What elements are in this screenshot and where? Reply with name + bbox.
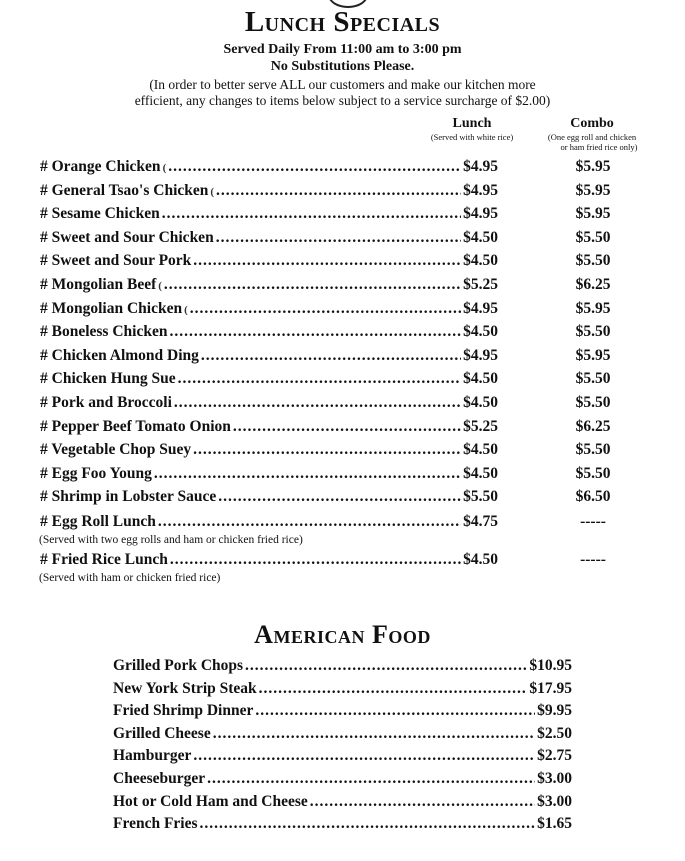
item-price: $2.75 bbox=[537, 747, 572, 765]
item-price: $5.25 bbox=[463, 276, 498, 293]
menu-item-row bbox=[113, 815, 572, 835]
combo-price: ----- bbox=[580, 513, 606, 530]
combo-price: $5.95 bbox=[575, 299, 611, 317]
menu-item-row bbox=[40, 182, 498, 202]
item-price: $4.95 bbox=[463, 346, 498, 364]
menu-item-row bbox=[40, 229, 498, 249]
item-name: French Fries bbox=[113, 815, 198, 833]
no-substitutions-text: No Substitutions Please. bbox=[270, 59, 415, 74]
combo-price: $6.50 bbox=[575, 488, 611, 506]
item-note: (Served with two egg rolls and ham or chicken fried rice) bbox=[39, 534, 303, 546]
menu-item-row bbox=[113, 702, 572, 722]
item-name: # Pepper Beef Tomato Onion bbox=[40, 417, 231, 435]
lunch-specials-title: Lunch Specials bbox=[244, 6, 441, 38]
item-price: $4.50 bbox=[463, 252, 498, 270]
menu-item-row bbox=[40, 300, 498, 320]
dot-leader bbox=[174, 394, 461, 412]
dot-leader bbox=[164, 276, 461, 294]
menu-item-row bbox=[40, 323, 498, 343]
item-name: # Pork and Broccoli bbox=[40, 394, 172, 411]
item-price: $5.25 bbox=[463, 417, 498, 435]
menu-item-row bbox=[40, 418, 498, 438]
dot-leader bbox=[190, 300, 461, 318]
item-name: # Boneless Chicken bbox=[40, 323, 168, 341]
item-name: Hot or Cold Ham and Cheese bbox=[113, 792, 308, 810]
combo-price: $6.25 bbox=[575, 276, 611, 293]
american-food-title: American Food bbox=[254, 620, 431, 649]
menu-item-row bbox=[40, 205, 498, 225]
item-name: # Sweet and Sour Chicken bbox=[40, 228, 214, 246]
menu-item-row bbox=[40, 158, 498, 178]
dot-leader bbox=[310, 793, 535, 811]
combo-price: $5.50 bbox=[575, 464, 611, 482]
dot-leader bbox=[170, 551, 461, 569]
dot-leader bbox=[213, 725, 535, 743]
item-name: # Shrimp in Lobster Sauce bbox=[40, 488, 217, 506]
menu-item-row bbox=[113, 770, 572, 790]
item-price: $4.95 bbox=[463, 299, 498, 317]
combo-price: $6.25 bbox=[575, 417, 611, 435]
item-name: # Mongolian Beef bbox=[40, 276, 157, 293]
item-name: Grilled Cheese bbox=[113, 724, 211, 742]
item-name: # Egg Foo Young bbox=[40, 464, 152, 482]
item-price: $4.50 bbox=[463, 370, 498, 388]
hours-text: Served Daily From 11:00 am to 3:00 pm bbox=[223, 42, 462, 57]
item-price: $9.95 bbox=[537, 702, 572, 720]
menu-item-row bbox=[113, 680, 572, 700]
menu-item-row bbox=[40, 394, 498, 414]
dot-leader bbox=[162, 205, 461, 223]
surcharge-note-line2: efficient, any changes to items below subject to a service surcharge of $2.00) bbox=[134, 93, 551, 108]
surcharge-note-line1: (In order to better serve ALL our customers and make our kitchen more bbox=[149, 77, 536, 92]
spicy-pepper-icon: ( bbox=[158, 280, 162, 292]
combo-price: $5.50 bbox=[575, 252, 611, 270]
item-name: # Orange Chicken bbox=[40, 158, 161, 175]
item-price: $1.65 bbox=[537, 815, 572, 833]
combo-price: $5.50 bbox=[575, 323, 611, 341]
lunch-column-label: Lunch bbox=[452, 116, 492, 131]
menu-item-row bbox=[113, 793, 572, 813]
item-name: # Fried Rice Lunch bbox=[40, 551, 168, 568]
menu-item-row bbox=[113, 657, 572, 677]
item-price: $3.00 bbox=[537, 770, 572, 787]
item-name: Hamburger bbox=[113, 747, 192, 765]
item-price: $3.00 bbox=[537, 792, 572, 810]
combo-price: $5.95 bbox=[575, 205, 611, 223]
combo-column-note-1: (One egg roll and chicken bbox=[547, 132, 637, 142]
item-name: Fried Shrimp Dinner bbox=[113, 702, 254, 720]
item-name: # Egg Roll Lunch bbox=[40, 513, 156, 530]
item-price: $4.95 bbox=[463, 158, 498, 175]
item-name: New York Strip Steak bbox=[113, 679, 257, 697]
item-name: # Chicken Hung Sue bbox=[40, 370, 176, 388]
combo-price: $5.50 bbox=[575, 228, 611, 246]
combo-price: ----- bbox=[580, 551, 606, 568]
dot-leader bbox=[169, 323, 461, 341]
combo-price: $5.95 bbox=[575, 346, 611, 364]
item-price: $4.50 bbox=[463, 441, 498, 459]
spicy-pepper-icon: ( bbox=[184, 303, 188, 316]
spicy-pepper-icon: ( bbox=[162, 162, 167, 174]
menu-item-row bbox=[40, 513, 498, 533]
menu-item-row bbox=[113, 725, 572, 745]
dot-leader bbox=[207, 770, 535, 788]
dot-leader bbox=[200, 815, 536, 833]
menu-item-row bbox=[40, 252, 498, 272]
combo-price: $5.50 bbox=[575, 394, 611, 411]
menu-item-row bbox=[40, 465, 498, 485]
menu-item-row bbox=[40, 551, 498, 571]
menu-item-row bbox=[113, 747, 572, 767]
combo-price: $5.50 bbox=[575, 370, 611, 388]
item-price: $4.50 bbox=[463, 394, 498, 411]
dot-leader bbox=[158, 513, 461, 531]
combo-price: $5.95 bbox=[575, 181, 611, 199]
dot-leader bbox=[193, 252, 461, 270]
item-name: Cheeseburger bbox=[113, 770, 206, 787]
lunch-column-header bbox=[412, 116, 532, 142]
menu-item-row bbox=[40, 441, 498, 461]
item-name: # Vegetable Chop Suey bbox=[40, 441, 192, 459]
dot-leader bbox=[168, 158, 461, 176]
item-price: $4.50 bbox=[463, 551, 498, 568]
dot-leader bbox=[216, 229, 461, 247]
lunch-column-note: (Served with white rice) bbox=[430, 132, 514, 142]
item-name: # Mongolian Chicken bbox=[40, 299, 183, 317]
combo-price: $5.50 bbox=[575, 441, 611, 459]
dot-leader bbox=[216, 182, 461, 200]
item-price: $4.50 bbox=[463, 228, 498, 246]
spicy-pepper-icon: ( bbox=[210, 185, 215, 198]
item-name: # Chicken Almond Ding bbox=[40, 346, 199, 364]
dot-leader bbox=[233, 418, 461, 436]
combo-price: $5.95 bbox=[575, 158, 611, 175]
combo-column-label: Combo bbox=[570, 116, 614, 131]
dot-leader bbox=[193, 747, 535, 765]
item-name: # Sesame Chicken bbox=[40, 205, 160, 223]
item-name: # General Tsao's Chicken bbox=[40, 181, 209, 199]
dot-leader bbox=[218, 488, 461, 506]
dot-leader bbox=[178, 370, 461, 388]
dot-leader bbox=[193, 441, 461, 459]
combo-column-note-2: or ham fried rice only) bbox=[560, 142, 638, 152]
dot-leader bbox=[245, 657, 527, 675]
item-price: $2.50 bbox=[537, 724, 572, 742]
item-price: $4.95 bbox=[463, 205, 498, 223]
item-price: $4.50 bbox=[463, 323, 498, 341]
item-price: $5.50 bbox=[463, 488, 498, 506]
menu-item-row bbox=[40, 276, 498, 296]
item-price: $4.50 bbox=[463, 464, 498, 482]
menu-item-row bbox=[40, 488, 498, 508]
combo-column-header bbox=[534, 116, 650, 152]
item-name: # Sweet and Sour Pork bbox=[40, 252, 192, 270]
dot-leader bbox=[154, 465, 461, 483]
item-note: (Served with ham or chicken fried rice) bbox=[39, 572, 221, 584]
item-price: $17.95 bbox=[529, 679, 572, 697]
item-price: $10.95 bbox=[529, 657, 572, 674]
menu-item-row bbox=[40, 370, 498, 390]
dot-leader bbox=[255, 702, 535, 720]
menu-item-row bbox=[40, 347, 498, 367]
item-price: $4.75 bbox=[463, 513, 498, 530]
dot-leader bbox=[259, 680, 528, 698]
item-price: $4.95 bbox=[463, 181, 498, 199]
dot-leader bbox=[201, 347, 461, 365]
item-name: Grilled Pork Chops bbox=[113, 657, 244, 674]
